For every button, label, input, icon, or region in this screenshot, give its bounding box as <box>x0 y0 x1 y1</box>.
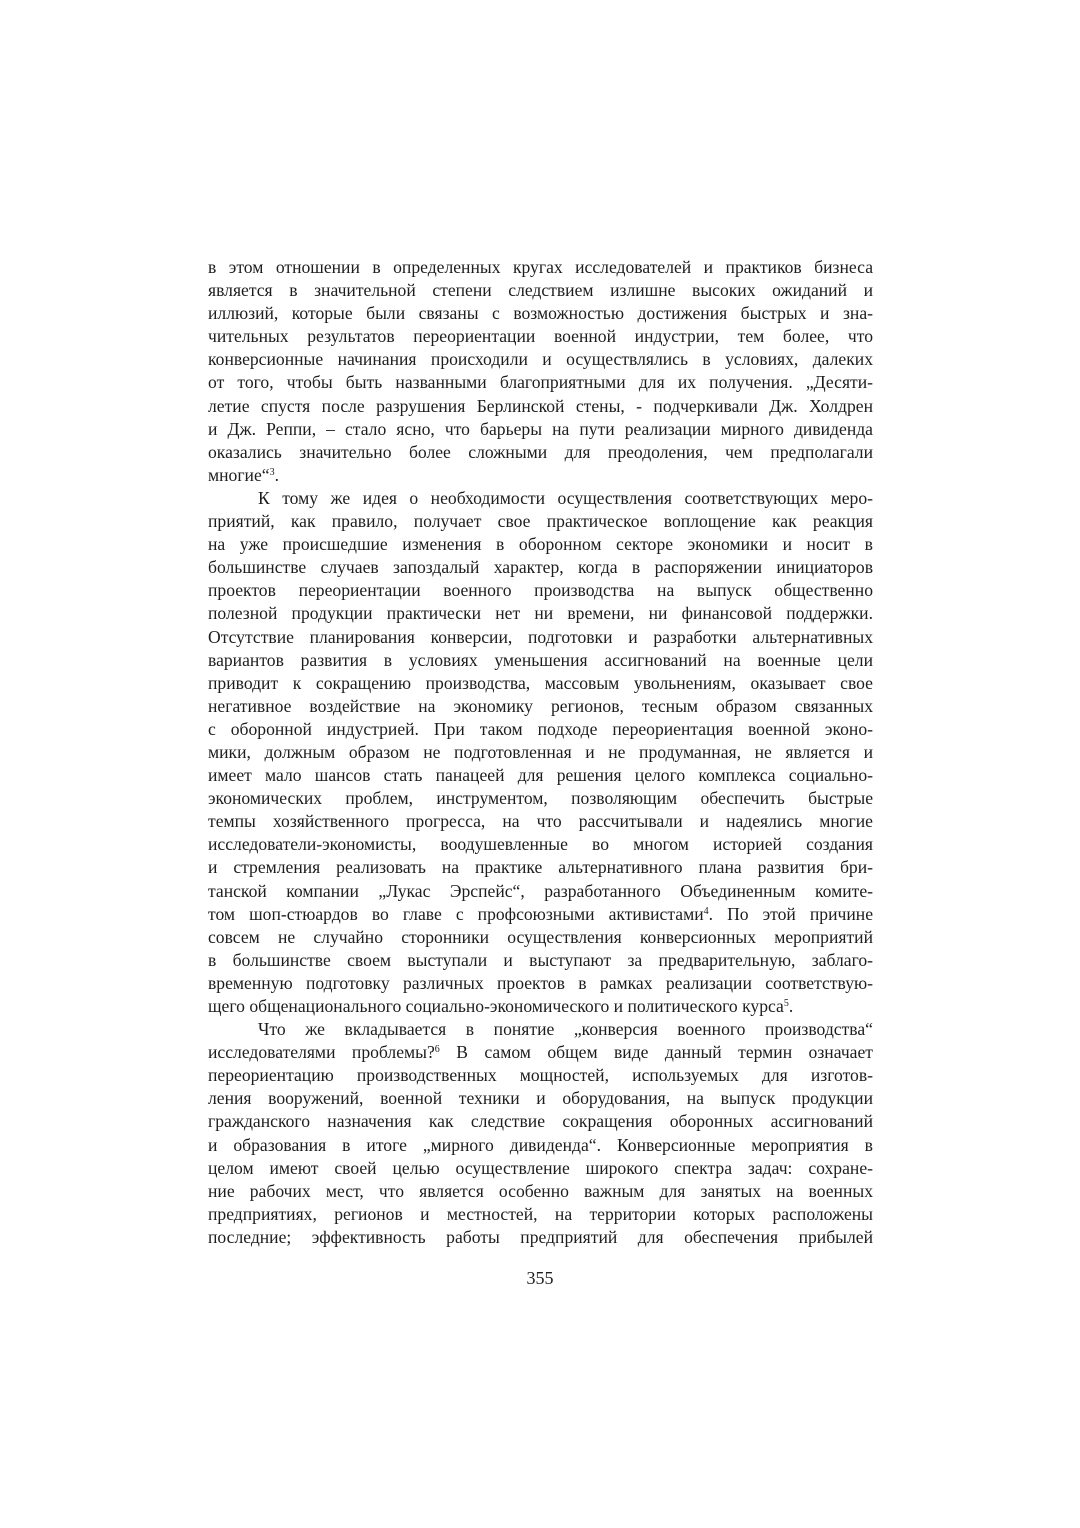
text-line: временную подготовку различных проектов в рамках реализации соответствую- <box>208 972 873 993</box>
text-fragment: исследователями проблемы? <box>208 1042 435 1063</box>
text-line: Отсутствие планирования конверсии, подготовки и разработки альтернативных <box>208 626 873 647</box>
text-line: в этом отношении в определенных кругах исследователей и практиков бизнеса <box>208 257 873 277</box>
text-line: переориентацию производственных мощностей, используемых для изготов- <box>208 1065 873 1086</box>
text-line: ние рабочих мест, что является особенно важным для занятых на военных <box>208 1180 873 1201</box>
text-line: Что же вкладывается в понятие „конверсия военного производства“ <box>258 1019 873 1040</box>
text-fragment: В самом общем виде данный термин означает <box>439 1042 873 1063</box>
paragraph-3 <box>208 1018 873 1249</box>
text-line: и образования в итоге „мирного дивиденда“. Конверсионные мероприятия в <box>208 1134 873 1155</box>
text-line: летие спустя после разрушения Берлинской стены, - подчеркивали Дж. Холдрен <box>208 395 873 416</box>
footnote-ref-4: 4 <box>703 905 709 917</box>
text-line: является в значительной степени следствием излишне высоких ожиданий и <box>208 280 873 301</box>
text-line: с оборонной индустрией. При таком подходе переориентация военной эконо- <box>208 718 873 739</box>
footnote-ref-3: 3 <box>269 466 275 478</box>
text-line: ления вооружений, военной техники и оборудования, на выпуск продукции <box>208 1088 873 1109</box>
text-line: темпы хозяйственного прогресса, на что рассчитывали и надеялись многие <box>208 811 873 832</box>
text-line: полезной продукции практически нет ни времени, ни финансовой поддержки. <box>208 603 873 624</box>
text-line: проектов переориентации военного производства на выпуск общественно <box>208 580 873 601</box>
text-fragment: многие“ <box>208 464 270 485</box>
text-line: от того, чтобы быть названными благоприятными для их получения. „Десяти- <box>208 372 873 393</box>
text-line: гражданского назначения как следствие сокращения оборонных ассигнований <box>208 1111 873 1132</box>
text-line: приводит к сокращению производства, массовым увольнениям, оказывает свое <box>208 672 873 693</box>
text-line: конверсионные начинания происходили и осуществлялись в условиях, далеких <box>208 349 873 370</box>
text-fragment: том шоп-стюардов во главе с профсоюзными активистами <box>208 903 704 924</box>
text-line: экономических проблем, инструментом, позволяющим обеспечить быстрые <box>208 788 873 809</box>
text-line: К тому же идея о необходимости осуществления соответствующих меро- <box>258 487 873 508</box>
text-fragment: . По этой причине <box>708 903 874 924</box>
text-line: и Дж. Реппи, – стало ясно, что барьеры на пути реализации мирного дивиденда <box>208 418 873 439</box>
text-fragment: . <box>274 464 280 485</box>
text-line <box>208 903 873 926</box>
text-line: негативное воздействие на экономику регионов, тесным образом связанных <box>208 695 873 716</box>
footnote-ref-5: 5 <box>783 998 789 1009</box>
text-line <box>208 464 873 487</box>
page-number: 355 <box>526 1268 554 1288</box>
paragraph-2 <box>208 487 873 1018</box>
text-line: на уже происшедшие изменения в оборонном секторе экономики и носит в <box>208 534 873 555</box>
text-line: предприятиях, регионов и местностей, на территории которых расположены <box>208 1203 873 1224</box>
text-line: последние; эффективность работы предприятий для обеспечения прибылей <box>208 1226 873 1247</box>
text-fragment: щего общенационального социально-экономического и политического курса <box>208 996 784 1016</box>
text-line: оказались значительно более сложными для преодоления, чем предполагали <box>208 441 873 462</box>
text-line <box>208 1041 873 1064</box>
text-fragment: . <box>788 996 794 1016</box>
text-line: приятий, как правило, получает свое практическое воплощение как реакция <box>208 511 873 532</box>
text-line: большинстве случаев запоздалый характер, когда в распоряжении инициаторов <box>208 557 873 578</box>
footnote-ref-6: 6 <box>434 1044 440 1056</box>
text-line: танской компании „Лукас Эрспейс“, разработанного Объединенным комите- <box>208 880 873 901</box>
text-line: иллюзий, которые были связаны с возможностью достижения быстрых и зна- <box>208 303 873 324</box>
text-line: чительных результатов переориентации военной индустрии, тем более, что <box>208 326 873 347</box>
text-line: целом имеют своей целью осуществление широкого спектра задач: сохране- <box>208 1157 873 1178</box>
text-line: в большинстве своем выступали и выступают за предварительную, заблаго- <box>208 949 873 970</box>
body-text <box>208 256 873 1249</box>
text-line: мики, должным образом не подготовленная и не продуманная, не является и <box>208 741 873 762</box>
text-line: исследователи-экономисты, воодушевленные во многом историей создания <box>208 834 873 855</box>
text-line: и стремления реализовать на практике альтернативного плана развития бри- <box>208 857 873 878</box>
text-line: совсем не случайно сторонники осуществления конверсионных мероприятий <box>208 926 873 947</box>
text-line: имеет мало шансов стать панацеей для решения целого комплекса социально- <box>208 765 873 786</box>
text-line: вариантов развития в условиях уменьшения ассигнований на военные цели <box>208 649 873 670</box>
paragraph-1 <box>208 256 873 487</box>
text-line <box>208 995 873 1018</box>
